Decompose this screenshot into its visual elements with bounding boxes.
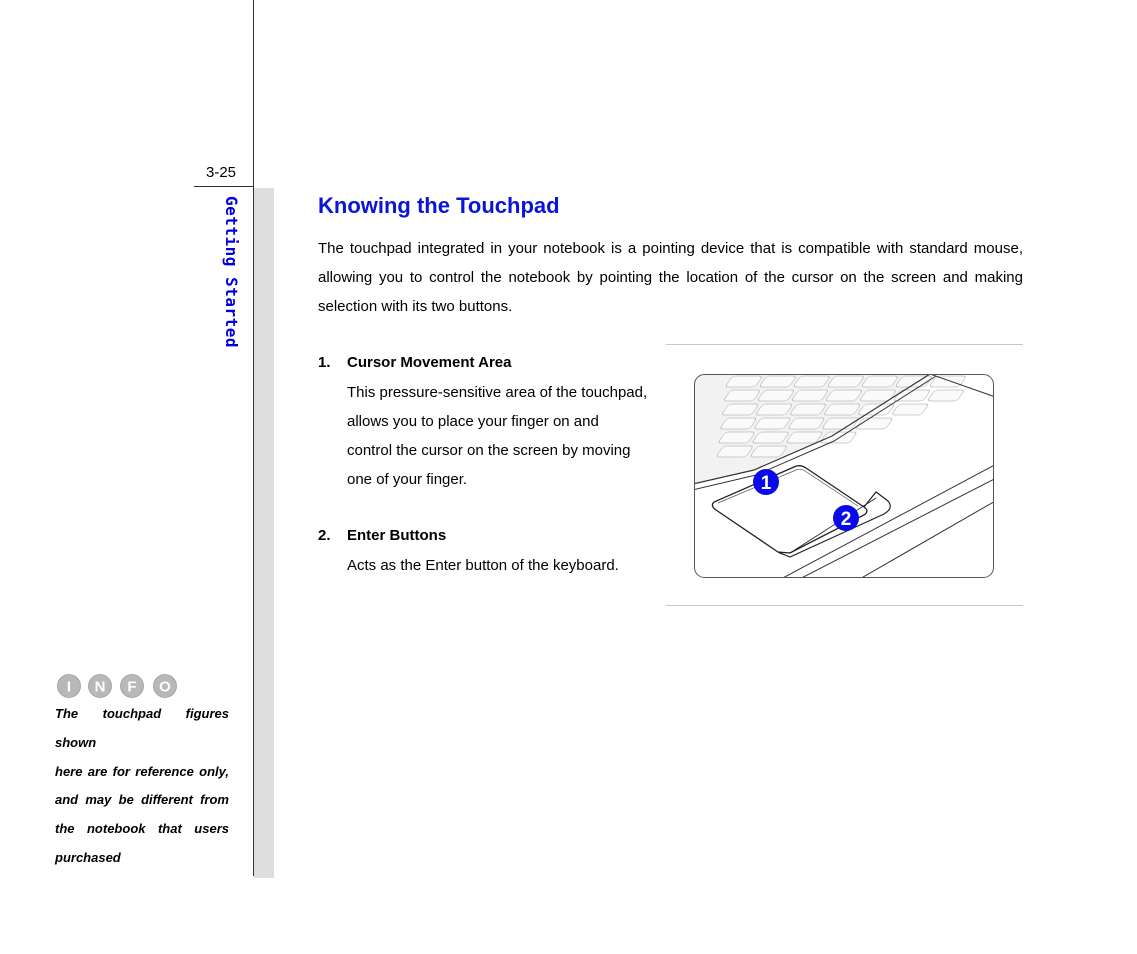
svg-text:I: I [66,678,72,696]
intro-paragraph: The touchpad integrated in your notebook is a pointing device that is compatible with standard mouse, allowing you to control the notebook by pointing the location of the cursor on the screen and making selection with its two buttons. [318,240,1023,315]
body-line: control the cursor on the screen by moving [347,442,631,459]
page-number: 3-25 [206,164,237,181]
note-line: the notebook that users [55,821,229,837]
list-item-number: 2. [318,527,331,544]
body-line: Acts as the Enter button of the keyboard. [347,557,619,574]
body-line: This pressure-sensitive area of the touchpad, [347,384,648,401]
callout-2 [833,505,859,531]
body-line: allows you to place your finger on and [347,413,599,430]
list-item-heading: Cursor Movement Area [347,354,512,371]
figure-top-rule [666,344,1023,345]
list-item-number: 1. [318,354,331,371]
svg-text:F: F [127,678,137,696]
info-icon [55,674,179,698]
note-line: and may be different from [55,792,229,808]
header-rule [194,186,254,187]
list-item-heading: Enter Buttons [347,527,447,544]
list-item-body [347,551,677,580]
note-line: here are for reference only, [55,763,229,779]
body-line: one of your finger. [347,471,468,488]
info-note [55,700,229,873]
note-line: The touchpad figures shown [55,706,229,750]
note-line: purchased [55,849,121,865]
svg-text:O: O [159,678,171,696]
page-title: Knowing the Touchpad [318,193,560,218]
svg-text:1: 1 [760,473,772,494]
callout-1 [753,469,779,495]
list-item-body [347,378,677,494]
svg-text:2: 2 [840,509,852,530]
margin-strip [254,188,274,878]
touchpad-illustration [694,374,994,578]
section-tab: Getting Started [222,196,241,348]
svg-text:N: N [94,678,106,696]
figure-bottom-rule [666,605,1023,606]
